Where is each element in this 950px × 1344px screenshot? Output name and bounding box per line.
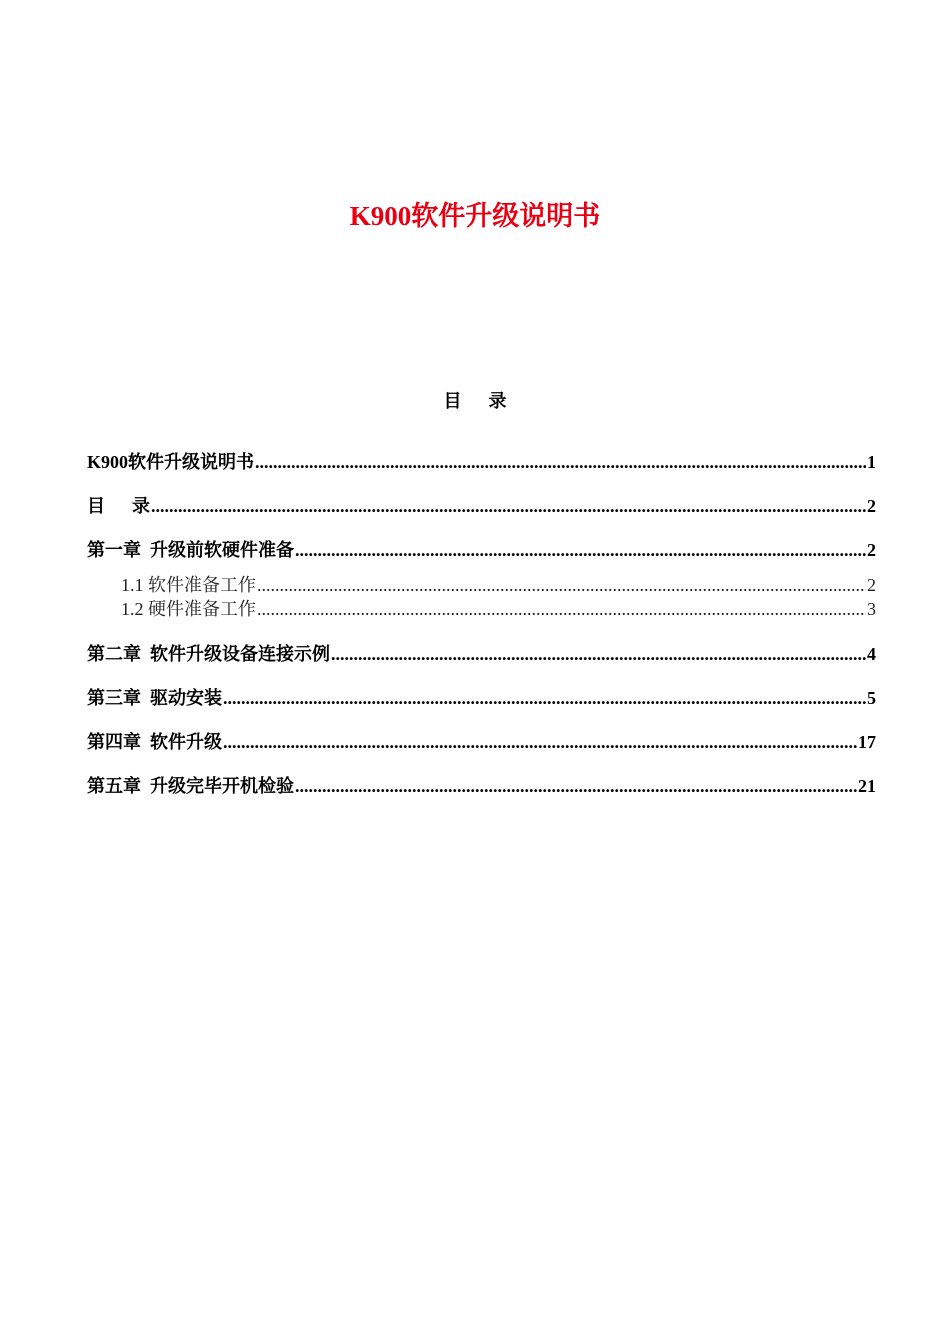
- toc-entry-label: K900软件升级说明书: [87, 452, 255, 472]
- toc-entry-section-1-2[interactable]: [121, 597, 876, 621]
- toc-entry-page: 2: [867, 496, 876, 516]
- toc-leader-dots: [223, 730, 857, 754]
- toc-entry-label: 第一章 升级前软硬件准备: [87, 540, 294, 560]
- toc-entry-chapter-3[interactable]: [87, 686, 876, 710]
- toc-entry-label: 第四章 软件升级: [87, 732, 222, 752]
- toc-entry-document-title[interactable]: [87, 450, 876, 474]
- toc-entry-label: 1.2 硬件准备工作: [121, 599, 256, 619]
- toc-leader-dots: [257, 597, 866, 621]
- toc-entry-label: 第二章 软件升级设备连接示例: [87, 644, 330, 664]
- toc-entry-chapter-2[interactable]: [87, 642, 876, 666]
- toc-entry-page: 2: [867, 540, 876, 560]
- toc-entry-page: 2: [867, 575, 876, 595]
- toc-entry-contents[interactable]: [87, 494, 876, 518]
- toc-entry-label: 第三章 驱动安装: [87, 688, 222, 708]
- toc-entry-chapter-5[interactable]: [87, 774, 876, 798]
- toc-entry-section-1-1[interactable]: [121, 573, 876, 597]
- toc-heading: 目 录: [443, 391, 507, 411]
- toc-entry-page: 1: [867, 452, 876, 472]
- toc-entry-chapter-1[interactable]: [87, 538, 876, 562]
- toc-entry-page: 21: [858, 776, 876, 796]
- toc-entry-page: 5: [867, 688, 876, 708]
- toc-entry-chapter-4[interactable]: [87, 730, 876, 754]
- toc-leader-dots: [295, 774, 857, 798]
- toc-leader-dots: [257, 573, 866, 597]
- toc-leader-dots: [223, 686, 866, 710]
- toc-entry-label: 第五章 升级完毕开机检验: [87, 776, 294, 796]
- toc-entry-label: 目 录: [87, 496, 150, 516]
- toc-entry-page: 4: [867, 644, 876, 664]
- toc-leader-dots: [295, 538, 866, 562]
- toc-leader-dots: [255, 450, 866, 474]
- toc-leader-dots: [331, 642, 866, 666]
- toc-entry-page: 3: [867, 599, 876, 619]
- toc-leader-dots: [151, 494, 866, 518]
- toc-entry-label: 1.1 软件准备工作: [121, 575, 256, 595]
- toc-entry-page: 17: [858, 732, 876, 752]
- document-title: K900软件升级说明书: [349, 201, 601, 231]
